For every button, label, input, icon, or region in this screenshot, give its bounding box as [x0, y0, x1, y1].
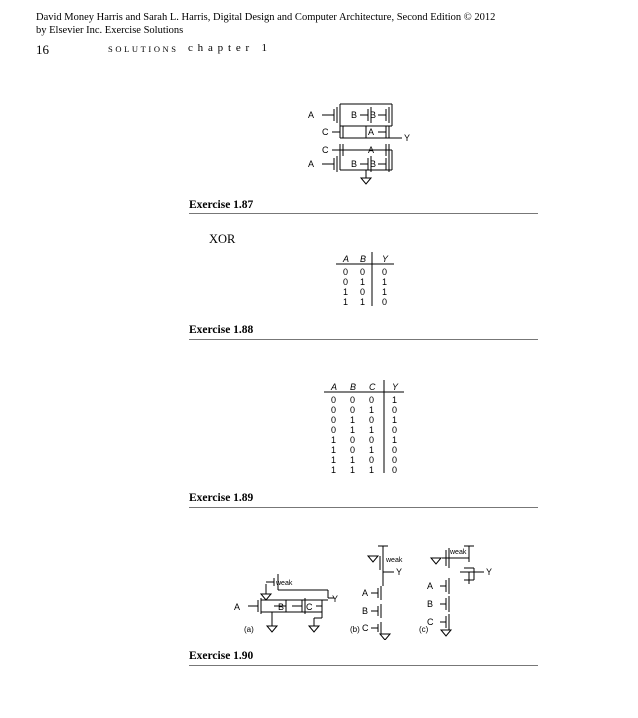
- pseudo-nmos-circuits: [228, 540, 500, 640]
- circuit-label-y: Y: [332, 594, 339, 604]
- cell: 1: [350, 415, 356, 425]
- cell: 1: [331, 465, 337, 475]
- col-header-a: A: [331, 382, 338, 392]
- cell: 1: [369, 425, 375, 435]
- col-header-b: B: [350, 382, 357, 392]
- cell: 0: [382, 267, 388, 277]
- circuit-label-y: Y: [404, 133, 411, 143]
- cell: 1: [392, 435, 398, 445]
- cell: 0: [392, 445, 398, 455]
- cell: 0: [369, 415, 375, 425]
- cell: 0: [360, 287, 366, 297]
- col-header-a: A: [343, 254, 350, 264]
- chapter-label: chapter 1: [188, 42, 272, 54]
- cell: 1: [360, 297, 366, 307]
- cell: 0: [331, 425, 337, 435]
- circuit-label-b: B: [351, 110, 358, 120]
- cell: 1: [331, 435, 337, 445]
- circuit-label-c: C: [362, 623, 369, 633]
- cell: 0: [343, 267, 349, 277]
- cell: 1: [392, 415, 398, 425]
- circuit-label-b: B: [362, 606, 369, 616]
- cell: 0: [331, 415, 337, 425]
- cell: 1: [350, 465, 356, 475]
- circuit-c: [431, 546, 484, 636]
- circuit-label-c: C: [306, 602, 313, 612]
- page-number: 16: [36, 42, 49, 57]
- cell: 1: [382, 287, 388, 297]
- col-header-y: Y: [392, 382, 399, 392]
- circuit-label-a: A: [362, 588, 369, 598]
- cell: 1: [343, 297, 349, 307]
- weak-label: weak: [386, 557, 403, 564]
- circuit-label-y: Y: [396, 567, 403, 577]
- truth-table-188: [322, 379, 406, 475]
- cell: 0: [392, 405, 398, 415]
- cell: 0: [343, 277, 349, 287]
- section-label: SOLUTIONS: [108, 44, 179, 54]
- circuit-label-y: Y: [486, 567, 493, 577]
- circuit-label-a: A: [234, 602, 241, 612]
- cell: 0: [350, 395, 356, 405]
- circuit-label-a: A: [308, 110, 315, 120]
- cell: 1: [369, 445, 375, 455]
- cell: 0: [382, 297, 388, 307]
- exercise-title: Exercise 1.87: [189, 199, 254, 211]
- circuit-label-a: A: [308, 159, 315, 169]
- cell: 1: [350, 455, 356, 465]
- cell: 0: [350, 445, 356, 455]
- cell: 1: [360, 277, 366, 287]
- cell: 0: [392, 425, 398, 435]
- cell: 0: [350, 435, 356, 445]
- header-line-2: by Elsevier Inc. Exercise Solutions: [36, 25, 184, 36]
- circuit-label-b: B: [427, 599, 434, 609]
- cell: 1: [350, 425, 356, 435]
- cell: 0: [369, 455, 375, 465]
- weak-label: weak: [450, 549, 467, 556]
- circuit-caption: (b): [350, 625, 360, 634]
- top-transistor-circuit: [300, 98, 420, 188]
- circuit-label-b: B: [278, 602, 285, 612]
- cell: 1: [369, 405, 375, 415]
- cell: 1: [369, 465, 375, 475]
- weak-label: weak: [276, 580, 293, 587]
- divider: [189, 213, 538, 214]
- circuit-label-a: A: [368, 127, 375, 137]
- cell: 1: [343, 287, 349, 297]
- cell: 0: [392, 455, 398, 465]
- col-header-y: Y: [382, 254, 389, 264]
- circuit-caption: (a): [244, 625, 254, 634]
- divider: [189, 665, 538, 666]
- circuit-label-b: B: [351, 159, 358, 169]
- exercise-title: Exercise 1.90: [189, 650, 254, 662]
- cell: 0: [369, 435, 375, 445]
- cell: 1: [392, 395, 398, 405]
- cell: 1: [331, 455, 337, 465]
- circuit-caption: (c): [419, 625, 429, 634]
- divider: [189, 339, 538, 340]
- header-line-1: David Money Harris and Sarah L. Harris, Digital Design and Computer Architecture, Second Edition © 2012: [36, 12, 496, 23]
- cell: 0: [369, 395, 375, 405]
- cell: 0: [350, 405, 356, 415]
- col-header-b: B: [360, 254, 367, 264]
- cell: 1: [331, 445, 337, 455]
- circuit-label-c: C: [322, 145, 329, 155]
- circuit-label-b: B: [370, 159, 377, 169]
- cell: 0: [331, 395, 337, 405]
- cell: 1: [382, 277, 388, 287]
- answer-text: XOR: [209, 232, 236, 246]
- circuit-label-c: C: [427, 617, 434, 627]
- cell: 0: [360, 267, 366, 277]
- truth-table-187: [334, 251, 398, 309]
- divider: [189, 507, 538, 508]
- circuit-label-a: A: [368, 145, 375, 155]
- circuit-label-a: A: [427, 581, 434, 591]
- circuit-label-b: B: [370, 110, 377, 120]
- exercise-title: Exercise 1.89: [189, 492, 254, 504]
- circuit-label-c: C: [322, 127, 329, 137]
- col-header-c: C: [369, 382, 376, 392]
- cell: 0: [331, 405, 337, 415]
- exercise-title: Exercise 1.88: [189, 324, 254, 336]
- cell: 0: [392, 465, 398, 475]
